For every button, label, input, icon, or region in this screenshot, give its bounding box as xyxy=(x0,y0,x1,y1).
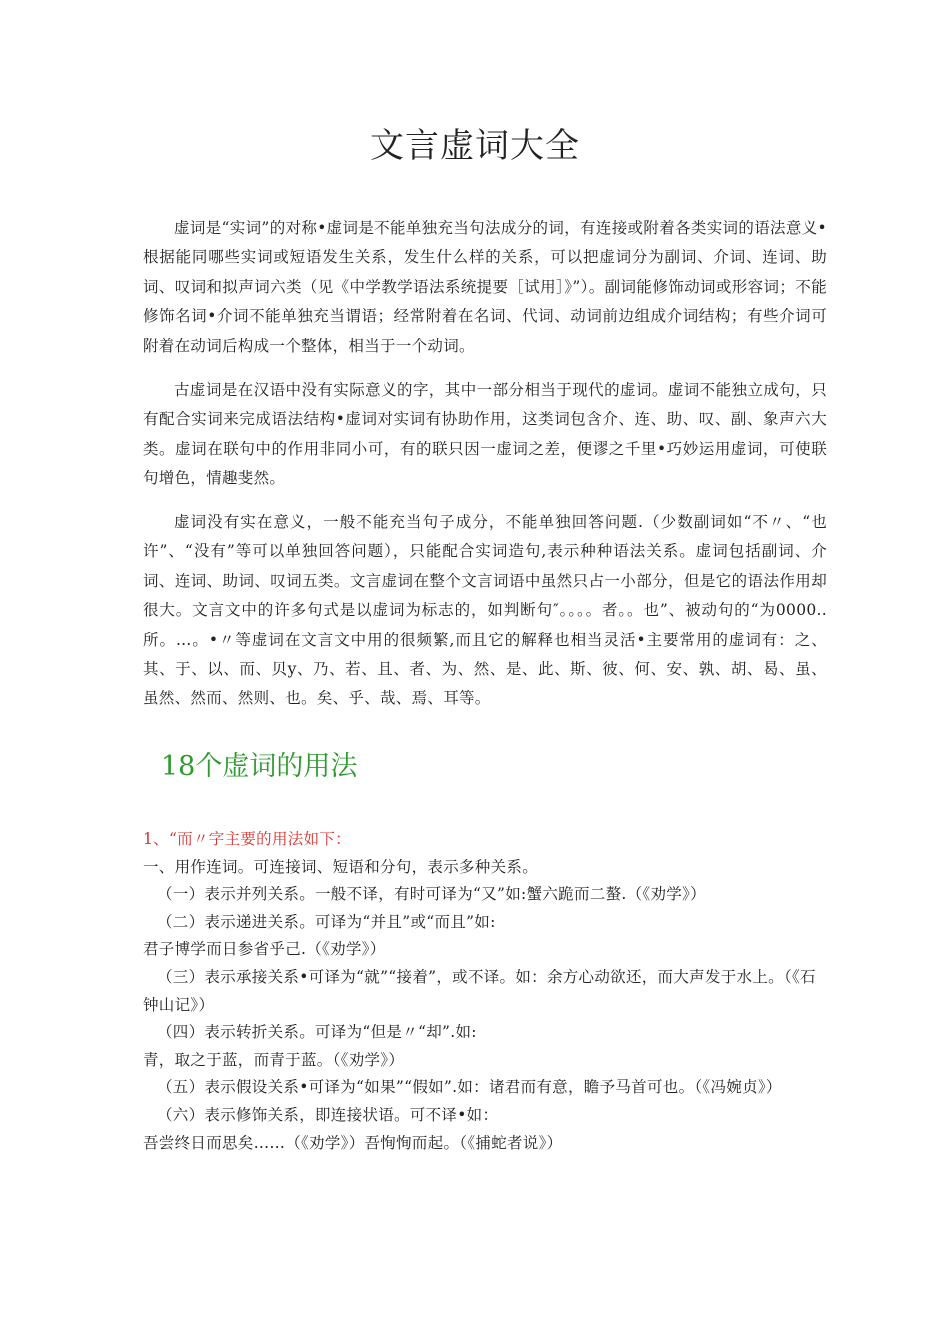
intro-paragraph-3: 虚词没有实在意义，一般不能充当句子成分，不能单独回答问题.（少数副词如“不〃、“也许”、“没有”等可以单独回答问题），只能配合实词造句,表示种种语法关系。虚词包括副词、介词、连词、助词、叹词五类。文言虚词在整个文言词语中虽然只占一小部分，但是它的语法作用却很大。文言文中的许多句式是以虚词为标志的，如判断句″。。。。者。。也”、被动句的“为0000..所。…。•〃等虚词在文言文中用的很频繁,而且它的解释也相当灵活•主要常用的虚词有：之、其、于、以、而、贝y、乃、若、且、者、为、然、是、此、斯、彼、何、安、孰、胡、曷、虽、虽然、然而、然则、也。矣、乎、哉、焉、耳等。 xyxy=(143,513,827,708)
document-title: 文言虚词大全 xyxy=(370,126,580,166)
usage-line: 一、用作连词。可连接词、短语和分句，表示多种关系。 xyxy=(143,857,539,876)
usage-line: （一）表示并列关系。一般不译，有时可译为“又”如:蟹六跪而二螯.（《劝学》） xyxy=(157,885,706,904)
usage-line: （四）表示转折关系。可译为“但是〃“却”.如: xyxy=(157,1023,477,1042)
intro-paragraph-1: 虚词是“实词”的对称•虚词是不能单独充当句法成分的词，有连接或附着各类实词的语法意义•根据能同哪些实词或短语发生关系，发生什么样的关系，可以把虚词分为副词、介词、连词、助词、叹词和拟声词六类（见《中学教学语法系统提要［试用］》”）。副词能修饰动词或形容词；不能修饰名词•介词不能单独充当谓语；经常附着在名词、代词、动词前边组成介词结构；有些介词可附着在动词后构成一个整体，相当于一个动词。 xyxy=(143,219,827,355)
section-heading: 18个虚词的用法 xyxy=(161,751,358,782)
usage-line: （二）表示递进关系。可译为“并且”或“而且”如: xyxy=(157,912,496,931)
intro-paragraph-2: 古虚词是在汉语中没有实际意义的字，其中一部分相当于现代的虚词。虚词不能独立成句，只有配合实词来完成语法结构•虚词对实词有协助作用，这类词包含介、连、助、叹、副、象声六大类。虚词在联句中的作用非同小可，有的联只因一虚词之差，便谬之千里•巧妙运用虚词，可使联句增色，情趣斐然。 xyxy=(143,381,827,488)
usage-section xyxy=(143,826,827,1157)
usage-example: 吾尝终日而思矣……（《劝学》）吾恂恂而起。（《捕蛇者说》） xyxy=(143,1133,563,1152)
usage-example: 君子博学而日参省乎己.（《劝学》） xyxy=(143,940,386,959)
usage-line: （三）表示承接关系•可译为“就”“接着”，或不译。如：余方心动欲还，而大声发于水上。（《石钟山记》） xyxy=(143,967,816,1014)
usage-line: （五）表示假设关系•可译为“如果”“假如”.如：诸君而有意，瞻予马首可也。（《冯婉贞》） xyxy=(157,1078,782,1097)
usage-line: （六）表示修饰关系，即连接状语。可不译•如： xyxy=(157,1105,499,1124)
usage-item-title: 1、“而〃字主要的用法如下： xyxy=(143,830,351,848)
usage-example: 青，取之于蓝，而青于蓝。（《劝学》） xyxy=(143,1050,405,1069)
